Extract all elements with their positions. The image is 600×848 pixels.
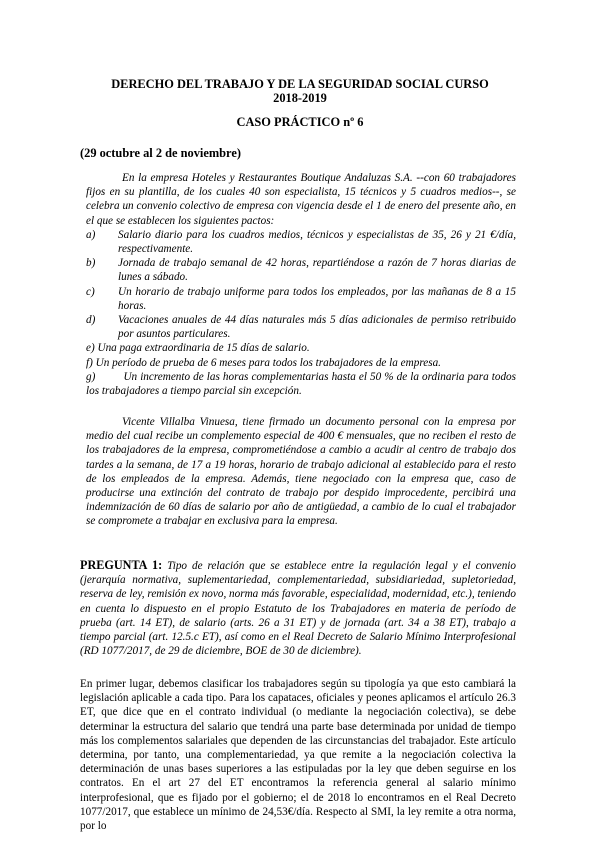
document-title-line-2: 2018-2019 bbox=[273, 91, 327, 105]
list-item-label: g) bbox=[86, 370, 96, 383]
case-intro: En la empresa Hoteles y Restaurantes Boutique Andaluzas S.A. --con 60 trabajadores fijos en su plantilla, de los cuales 40 son especialista, 15 técnicos y 5 cuadros medios--, se celebra un convenio colectivo de empresa con vigencia desde el 1 de enero del presente año, en el que se establecen los siguientes pactos: bbox=[86, 172, 516, 227]
list-item-text: Un horario de trabajo uniforme para todos los empleados, por las mañanas de 8 a 15 horas. bbox=[118, 285, 516, 312]
list-item bbox=[86, 313, 516, 341]
case-description bbox=[86, 171, 516, 398]
list-item bbox=[86, 256, 516, 284]
list-item-label: c) bbox=[86, 285, 95, 298]
list-item-e: e) Una paga extraordinaria de 15 días de salario. bbox=[86, 342, 310, 355]
date-range: (29 octubre al 2 de noviembre) bbox=[80, 146, 241, 160]
list-item bbox=[86, 228, 516, 256]
vicente-paragraph: Vicente Villalba Vinuesa, tiene firmado un documento personal con la empresa por medio del cual recibe un complemento especial de 400 € mensuales, que no reciben el resto de los trabajadores de la empresa, comprometiéndose a cambio a acudir al centro de trabajo dos tardes a la semana, de 17 a 19 horas, horario de trabajo adicional al establecido para el resto de los empleados de la empresa. Además, tiene negociado con la empresa que, caso de producirse una extinción del contrato de trabajo por despido improcedente, percibirá una indemnización de 60 días de salario por año de antigüedad, a cambio de lo cual el trabajador se compromete a trabajar en exclusiva para la empresa. bbox=[86, 416, 516, 528]
list-item-text: Vacaciones anuales de 44 días naturales más 5 días adicionales de permiso retribuido por asuntos particulares. bbox=[118, 314, 516, 341]
list-item-text: Salario diario para los cuadros medios, técnicos y especialistas de 35, 26 y 21 €/día, respectivamente. bbox=[118, 228, 516, 256]
list-item-text: Jornada de trabajo semanal de 42 horas, repartiéndose a razón de 7 horas diarias de lunes a sábado. bbox=[118, 257, 516, 284]
list-item-label: a) bbox=[86, 228, 96, 241]
question-text: Tipo de relación que se establece entre la regulación legal y el convenio (jerarquía normativa, suplementariedad, complementariedad, subsidiariedad, supletoriedad, reserva de ley, remisión ex novo, norma más favorable, especialidad, modernidad, etc.), teniendo en cuenta lo dispuesto en el propio Estatuto de los Trabajadores en materia de período de prueba (art. 14 ET), de salario (arts. 26 a 31 ET) y de jornada (art. 34 a 38 ET), trabajo a tiempo parcial (art. 12.5.c ET), así como en el Real Decreto de Salario Mínimo Interprofesional (RD 1077/2017, de 29 de diciembre, BOE de 30 de diciembre). bbox=[80, 560, 517, 658]
answer-paragraph: En primer lugar, debemos clasificar los trabajadores según su tipología ya que esto cambiará la legislación aplicable a cada tipo. Para los capataces, oficiales y peones aplicamos el artículo 26.3 ET, que dice que en el contrato individual (o mediante la negociación colectiva), se debe determinar la estructura del salario que tendrá una parte base determinada por unidad de tiempo más los complementos salariales que dependen de las circunstancias del trabajador. Este artículo determina, por tanto, una complementariedad, ya que remite a la negociación colectiva la determinación de unas bases superiores a las estipuladas por la ley que deben seguirse en los contratos. En el art 27 del ET encontramos la referencia general al salario mínimo interprofesional, que es fijado por el gobierno; el de 2018 lo encontramos en el Real Decreto 1077/2017, que establece un mínimo de 24,53€/día. Respecto al SMI, la ley remite a otra norma, por lo bbox=[80, 678, 516, 833]
list-item-text: Un incremento de las horas complementarias hasta el 50 % de la ordinaria para todos los trabajadores a tiempo parcial sin excepción. bbox=[86, 370, 516, 398]
list-item-g bbox=[86, 370, 516, 398]
list-item bbox=[86, 285, 516, 313]
list-item-label: d) bbox=[86, 314, 96, 327]
question-label: PREGUNTA 1: bbox=[80, 558, 163, 572]
list-item-f: f) Un período de prueba de 6 meses para todos los trabajadores de la empresa. bbox=[86, 356, 441, 369]
question-1 bbox=[80, 558, 516, 658]
case-heading: CASO PRÁCTICO nº 6 bbox=[236, 115, 364, 129]
list-item-label: b) bbox=[86, 257, 96, 270]
document-title-line-1: DERECHO DEL TRABAJO Y DE LA SEGURIDAD SOCIAL CURSO bbox=[111, 77, 489, 91]
